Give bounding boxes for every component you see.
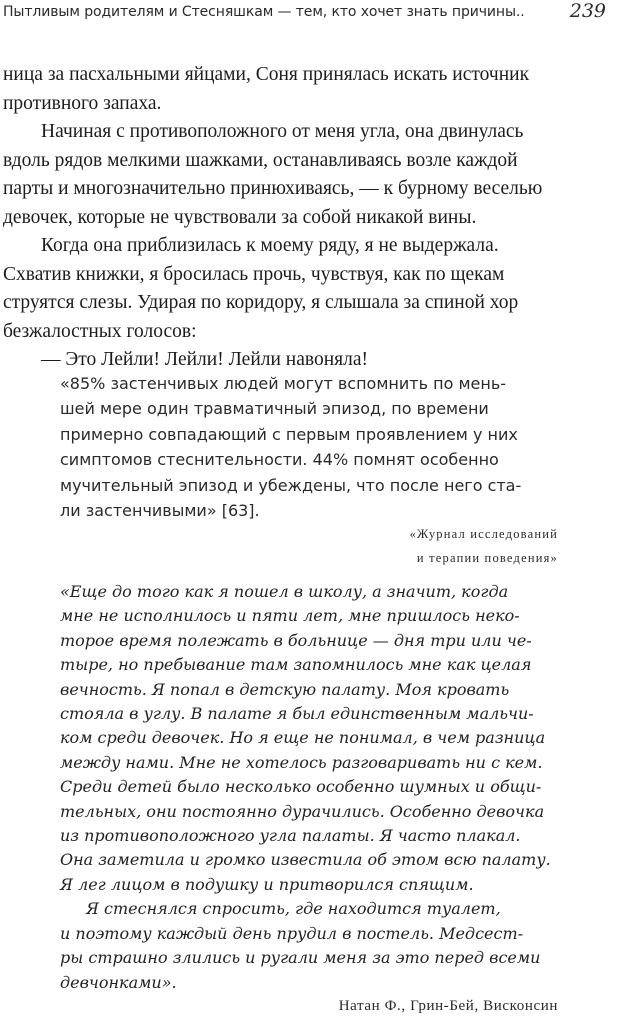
quote-line: мучительный эпизод и убеждены, что после него ста- <box>60 475 522 495</box>
quote-line: Я лег лицом в подушку и притворился спящим. <box>60 874 474 894</box>
quote-line: Среди детей было несколько особенно шумных и общи- <box>60 777 542 797</box>
quote-line: Я стеснялся спросить, где находится туалет, <box>86 899 501 919</box>
body-line: девочек, которые не чувствовали за собой никакой вины. <box>3 206 477 228</box>
quote-line: тельных, они постоянно дурачились. Особенно девочка <box>60 801 545 821</box>
body-line: струятся слезы. Удирая по коридору, я слышала за спиной хор <box>3 292 519 313</box>
quote-line: шей мере один травматичный эпизод, по времени <box>60 399 489 419</box>
quote-line: тыре, но пребывание там запомнилось мне как целая <box>60 655 532 675</box>
quote-line: «Еще до того как я пошел в школу, а значит, когда <box>60 582 509 601</box>
source-line: и терапии поведения» <box>416 551 558 565</box>
quote-line: ры страшно злились и ругали меня за это перед всеми <box>60 948 541 968</box>
personal-story-quote <box>60 580 560 995</box>
body-line: безжалостных голосов: <box>3 320 197 342</box>
running-head: Пытливым родителям и Стесняшкам — тем, кто хочет знать причины.. <box>3 4 525 20</box>
quote-line: Она заметила и громко известила об этом всю палату. <box>60 850 551 870</box>
quote-line: ком среди девочек. Но я еще не понимал, в чем разница <box>60 728 546 748</box>
page-header <box>0 0 620 28</box>
research-quote-source <box>410 522 558 570</box>
quote-line: стояла в углу. В палате я был единственным мальчи- <box>60 704 534 724</box>
dialogue-line: — Это Лейли! Лейли! Лейли навоняла! <box>41 349 368 370</box>
personal-story-author: Натан Ф., Грин-Бей, Висконсин <box>338 998 558 1014</box>
quote-line: мне не исполнилось и пяти лет, мне пришлось неко- <box>60 606 520 626</box>
body-line: ница за пасхальными яйцами, Соня принялась искать источник <box>3 64 530 85</box>
body-line: Схватив книжки, я бросилась прочь, чувствуя, как по щекам <box>3 263 505 285</box>
quote-line: ли застенчивыми» [63]. <box>60 501 260 521</box>
page-number: 239 <box>569 0 606 22</box>
quote-line: примерно совпадающий с первым проявлением у них <box>60 424 518 444</box>
body-line: парты и многозначительно принюхиваясь, — к бурному веселью <box>3 178 543 199</box>
body-line: вдоль рядов мелкими шажками, останавливаясь возле каждой <box>3 149 518 171</box>
quote-line: «85% застенчивых людей могут вспомнить по мень- <box>60 374 507 393</box>
body-line: Когда она приблизилась к моему ряду, я не выдержала. <box>41 235 499 256</box>
quote-line: вечность. Я попал в детскую палату. Моя кровать <box>60 679 510 699</box>
quote-line: и поэтому каждый день прудил в постель. Медсест- <box>60 923 524 943</box>
body-line: противного запаха. <box>3 92 162 114</box>
quote-line: между нами. Мне не хотелось разговаривать ни с кем. <box>60 752 543 772</box>
source-line: «Журнал исследований <box>409 527 558 541</box>
quote-line: торое время полежать в больнице — дня три или че- <box>60 630 532 650</box>
body-text <box>3 61 613 375</box>
quote-line: симптомов стеснительности. 44% помнят особенно <box>60 450 499 470</box>
quote-line: девчонками». <box>60 972 177 992</box>
body-line: Начиная с противоположного от меня угла, она двинулась <box>41 121 524 142</box>
quote-line: из противоположного угла палаты. Я часто плакал. <box>60 826 521 846</box>
research-quote <box>60 371 560 523</box>
